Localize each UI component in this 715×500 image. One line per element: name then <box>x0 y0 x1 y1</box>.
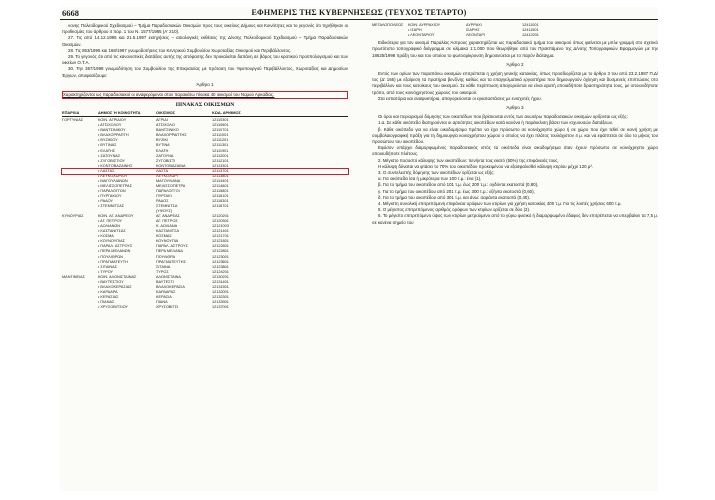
cell-municipality: • ΑΓ. ΠΕΤΡΟΥ <box>98 219 122 224</box>
cell-municipality: • ΡΑΔΟΥ <box>98 198 113 203</box>
paragraph: β. Για το τμήμα του οικοπέδου από 101 τ.μ. έως 200 τ.μ.: ογδόντα εκατοστά (0,80), <box>378 182 539 188</box>
cell-municipality: • ΣΙΤΑΙΝΑΣ <box>98 264 118 269</box>
preamble <box>62 23 348 79</box>
cell-municipality: • ΣΤΕΜΝΙΤΣΑΣ <box>98 204 125 209</box>
cell-settlement: ΚΑΣΤΑΝΙΤΣΑ <box>156 229 179 234</box>
cell-settlement: ΒΑΝΤΣΙΝΙΚΟ <box>156 128 179 133</box>
cell-code: 12412201 <box>522 33 539 38</box>
article-3-text <box>372 114 658 226</box>
paragraph: Οι όροι και περιορισμοί δόμησης των οικοπέδων που βρίσκονται εντός των ανωτέρω παραδοσιακών οικισμών ορίζονται ως εξής: <box>378 114 628 120</box>
cell-settlement: ΖΥΓΟΒΙΣΤΙ <box>156 158 176 163</box>
article-3-heading: Άρθρο 3 <box>506 104 524 110</box>
paragraph: 30. Την 367/1998 γνωμοδότηση του Συμβουλίου της Επικρατείας με πρόταση του Υφυπουργού Περιβάλλοντος, Χωροταξίας και Δημοσίων Έργων, αποφασίζουμε: <box>62 66 348 78</box>
cell-municipality: • ΠΡΑΓΜΑΤΕΥΤΗ <box>98 259 128 264</box>
cell-province: ΜΕΓΑΛΟΠΟΛΕΩΣ <box>372 23 404 27</box>
paragraph: δ. Για το τμήμα του οικοπέδου από 301 τ.μ. και άνω: σαράντα εκατοστά (0,40). <box>378 194 531 200</box>
cell-municipality: • ΒΑΥΤΕΣΤΙΟΥ <box>98 279 124 284</box>
cell-settlement: ΑΓ. ΑΝΔΡΕΑΣ <box>156 214 180 219</box>
cell-settlement: ΚΟΥΝΟΥΠΙΑ <box>156 239 179 244</box>
cell-municipality: • ΠΥΡΓΑΚΙΟΥ <box>98 193 122 198</box>
article-2-heading: Άρθρο 2 <box>506 61 524 67</box>
cell-municipality: ΚΟΙΝ. ΑΓ. ΑΝΔΡΕΟΥ <box>98 214 134 219</box>
paragraph: Εφόσον υπάρχει διαμορφωμένος παραδοσιακός ιστός τα οικόπεδα είναι οικοδομήσιμα όταν έχουν πρόσωπο σε κοινόχρηστο χώρο οποιουδήποτε πλάτους. <box>372 145 658 157</box>
cell-code: 12110701 <box>212 128 229 133</box>
settlements-table-continued <box>372 23 658 38</box>
cell-municipality: • ΛΑΣΤΑΣ <box>98 168 115 173</box>
cell-code: 12130201 <box>212 274 229 279</box>
cell-code: 12123801 <box>212 264 229 269</box>
cell-settlement: ΚΟΝΤΟΒΑΖΑΙΝΑ <box>156 163 186 168</box>
paragraph: γ. Για το τμήμα του οικοπέδου από 201 τ.μ. έως 300 τ.μ.: εξήντα εκατοστά (0,60), <box>378 188 535 194</box>
col-header-province: ΕΠΑΡΧΙΑ <box>62 110 80 116</box>
cell-settlement: ΑΓΡΙΔΙ <box>156 118 168 123</box>
cell-code: 12132301 <box>212 294 229 299</box>
cell-code: 12137001 <box>212 304 229 309</box>
cell-municipality: • ΒΛΑΧΟΡΡΑΠΤΗ <box>98 133 129 138</box>
cell-code: 12115801 <box>212 188 229 193</box>
paragraph: 4. Μέγιστη συνολική επιτρεπόμενη επιφάνεια ορόφων των κτιρίων για χρήση κατοικίας 400 τ.μ. Για τις λοιπές χρήσεις 600 τ.μ. <box>378 201 622 207</box>
cell-code: 12116101 <box>212 193 229 198</box>
cell-municipality: • ΑΤΣΙΧΟΛΟΥ <box>98 123 122 128</box>
cell-code: 12131501 <box>212 284 229 289</box>
article-1-heading: Άρθρο 1 <box>196 81 214 87</box>
cell-settlement: ΣΤΕΜΝΙΤΣΑ <box>156 204 178 209</box>
cell-municipality: • ΔΟΛΙΑΝΩΝ <box>98 224 120 229</box>
paragraph: β. Κάθε οικόπεδο για να είναι οικοδομήσιμο πρέπει να έχει πρόσωπο σε κοινόχρηστο χώρο ή σε χώρο που έχει τεθεί σε κοινή χρήση με συμβολαιογραφική πράξη για τη δημιουργία κοινοχρήστου χώρου ο οποίος να έχει πλάτος τουλάχιστον 4 μ. και να εφάπτεται σε όλο το μήκος του προσώπου του οικοπέδου. <box>372 126 658 144</box>
cell-settlement: ΔΥΡΡΑΧΙ <box>466 23 482 27</box>
cell-code: 12112101 <box>212 158 229 163</box>
paragraph: 3. Ο συντελεστής δόμησης των οικοπέδων ορίζεται ως εξής: <box>378 170 495 175</box>
cell-code: 12112001 <box>212 153 229 158</box>
cell-code: 12113301 <box>212 163 229 168</box>
gazette-title: ΕΦΗΜΕΡΙΣ ΤΗΣ ΚΥΒΕΡΝΗΣΕΩΣ (ΤΕΥΧΟΣ ΤΕΤΑΡΤΟ) <box>251 8 467 17</box>
cell-municipality: • ΚΟΥΝΟΥΠΙΑΣ <box>98 239 125 244</box>
cell-code: 12123601 <box>212 259 229 264</box>
cell-settlement: ΠΕΡΑ ΜΕΛΑΝΑ <box>156 249 183 254</box>
cell-settlement: ΠΑΡΑΛ. ΑΣΤΡΟΥΣ <box>156 244 188 249</box>
cell-code: 12120201 <box>212 214 229 219</box>
cell-code: 12114401 <box>212 178 229 183</box>
cell-settlement: ΛΑΣΤΑ <box>156 168 168 173</box>
cell-settlement: ΠΑΡΑΛΟΓΓΟΙ <box>156 188 180 193</box>
cell-settlement: ΒΛΑΧΟΡΡΑΠΤΗΣ <box>156 133 187 138</box>
cell-code: 12131401 <box>212 279 229 284</box>
paragraph: Στα εστιατόρια και αναψυκτήρια, απαγορεύονται οι εγκαταστάσεις με ενισχυτές ήχου. <box>378 95 542 101</box>
cell-settlement: Κ. ΔΟΛΙΑΝΑ <box>156 224 178 229</box>
cell-code: 12122801 <box>212 249 229 254</box>
cell-code: 12411501 <box>522 28 539 33</box>
cell-settlement: ΠΡΑΓΜΑΤΕΥΤΗΣ <box>156 259 186 264</box>
cell-settlement: ΙΣΑΡΗΣ <box>466 28 480 33</box>
cell-municipality: ΚΟΙΝ. ΑΓΡΙΔΙΟΥ <box>98 118 127 123</box>
cell-settlement: ΑΤΣΙΧΟΛΟ <box>156 123 175 128</box>
cell-code: 12121401 <box>212 229 229 234</box>
cell-code: 12110601 <box>212 123 229 128</box>
cell-municipality: • ΒΑΝΤΣΙΝΙΚΟΥ <box>98 128 126 133</box>
paragraph: Η κάλυψη δύναται να φτάσει το 70% του οικοπέδου προκειμένου να εξασφαλισθεί κάλυψη κτιρίου μέχρι 120 μ². <box>378 163 594 169</box>
cell-code: 12110301 <box>212 118 229 123</box>
cell-code: 12121003 <box>212 224 229 229</box>
cell-code: 12411001 <box>522 23 539 27</box>
cell-code: 12113801 <box>212 173 229 178</box>
cell-code: 12120301 <box>212 219 229 224</box>
cell-code: 12124201 <box>212 269 229 274</box>
cell-municipality: • ΠΑΡΑΛΟΓΓΩΝ <box>98 188 126 193</box>
cell-settlement: ΜΑΓΟΥΛΙΑΝΑ <box>156 178 181 183</box>
paragraph: 5. Ο μέγιστος επιτρεπόμενος αριθμός ορόφων των κτιρίων ορίζεται σε δύο (2). <box>378 207 531 213</box>
cell-settlement: ΠΟΥΛΙΘΡΑ <box>156 254 176 259</box>
paragraph: 2. Μέγιστο ποσοστό κάλυψης των οικοπέδων: πενήντα τοις εκατό (50%) της επιφάνειάς τους. <box>378 157 559 163</box>
cell-province: ΜΑΝΤΙΝΕΙΑΣ <box>62 274 86 279</box>
cell-municipality: • ΤΥΡΟΥ <box>98 269 114 274</box>
cell-settlement: ΛΕΥΚΟΧΩΡΙ <box>156 173 178 178</box>
cell-code: 12133901 <box>212 299 229 304</box>
right-column <box>372 23 658 226</box>
cell-code: 12114601 <box>212 183 229 188</box>
settlements-table <box>62 118 348 310</box>
cell-settlement: ΑΓ. ΠΕΤΡΟΣ <box>156 219 178 224</box>
cell-settlement: (ΥΨΟΥΣ) <box>156 209 172 214</box>
cell-code: 12111901 <box>212 148 229 153</box>
table-title: ΠΙΝΑΚΑΣ ΟΙΚΙΣΜΩΝ <box>175 102 235 109</box>
cell-province: ΓΟΡΤΥΝΙΑΣ <box>62 118 84 123</box>
paragraph: Ειδικότερα για τον οικισμό Παραλίας Άστρους χαρακτηρίζεται ως παραδοσιακό τμήμα του οικισμού όπως φαίνεται με μπλε γραμμή στο σχετικό πρωτότυπο τοπογραφικό διάγραμμα σε κλίμακα 1:1.000 που θεωρήθηκε από τον Προϊστάμενο της Δ/νσης Τοπογραφικών Εφαρμογών με την 18625/1998 πράξη του και του οποίου το φωτοσμίκρυνση δημοσιεύεται με το παρόν διάταγμα. <box>372 40 658 58</box>
cell-municipality: • ΠΟΥΛΙΘΡΩΝ <box>98 254 123 259</box>
cell-settlement: ΒΥΖΙΚΙ <box>156 138 169 143</box>
cell-province <box>62 305 98 310</box>
paragraph: 27. Τις από 14.12.1995 και 21.5.1997 εισηγήσεις – αιτιολογικές εκθέσεις της Δ/νσης Πολεοδομικού Σχεδιασμού – Τμήμα Παραδοσιακών Οικισμών. <box>62 35 348 47</box>
cell-municipality: • ΖΥΓΟΒΙΣΤΙΟΥ <box>98 158 125 163</box>
cell-province <box>372 33 408 38</box>
cell-settlement: ΡΑΔΟΣ <box>156 198 169 203</box>
cell-code: 12111201 <box>212 138 229 143</box>
cell-municipality: • ΚΑΣΤΑΝΙΤΣΑΣ <box>98 229 126 234</box>
table-header <box>62 110 348 117</box>
paragraph: νονης Πολεοδομικού Σχεδιασμού – Τμήμα Παραδοσιακών Οικισμών προς τους οικείους Δήμους και Κοινότητες και το γεγονός ότι τηρήθηκαν οι προθεσμίες του άρθρου 4 παρ. 1 του Ν. 1577/1985 (Α' 210). <box>62 23 348 35</box>
cell-settlement: ΒΑΥΤΕΣΤΙ <box>156 279 174 284</box>
cell-municipality: • ΕΛΑΤΗΣ <box>98 148 116 153</box>
cell-code: 12111301 <box>212 143 229 148</box>
cell-settlement: ΕΛΑΤΗ <box>156 148 169 153</box>
cell-code: 12116701 <box>212 204 229 209</box>
cell-municipality: • ΠΙΑΝΑΣ <box>98 299 115 304</box>
cell-municipality: • ΛΕΟΝΤΑΡΙΟΥ <box>408 33 435 38</box>
cell-settlement: ΖΑΤΟΥΝΑ <box>156 153 174 158</box>
col-header-settlement: ΟΙΚΙΣΜΟΣ <box>156 110 175 116</box>
cell-municipality: • ΖΑΤΟΥΝΑΣ <box>98 153 121 158</box>
paralia-astrous-paragraph <box>372 40 658 59</box>
article-2-text <box>372 71 658 102</box>
cell-settlement: ΤΥΡΟΣ <box>156 269 169 274</box>
cell-code: 12121701 <box>212 234 229 239</box>
col-header-code: ΚΩΔ. ΑΡΙΘΜΟΣ <box>212 110 241 116</box>
cell-code: 12122601 <box>212 244 229 249</box>
cell-municipality: • ΜΕΛΙΣΣΟΠΕΤΡΑΣ <box>98 183 133 188</box>
cell-settlement: ΒΥΤΙΝΑ <box>156 143 170 148</box>
cell-settlement: ΧΡΥΣΟΒΙΤΣΙ <box>156 304 179 309</box>
cell-code: 12121801 <box>212 239 229 244</box>
cell-settlement: ΒΛΑΧΟΚΕΡΑΣΙΑ <box>156 284 185 289</box>
cell-municipality: • ΒΥΤΙΝΑΣ <box>98 143 117 148</box>
cell-municipality: • ΒΛΑΧΟΚΕΡΑΣΙΑΣ <box>98 284 132 289</box>
cell-settlement: ΑΛΩΝΙΣΤΑΙΝΑ <box>156 274 181 279</box>
table-row <box>62 305 348 310</box>
cell-code: 12111001 <box>212 133 229 138</box>
col-header-municipality: ΔΗΜΟΣ Ή ΚΟΙΝΟΤΗΤΑ <box>98 110 141 116</box>
paragraph: Εντός των ορίων των παραπάνω οικισμών επιτρέπεται η χρήση γενικής κατοικίας, όπως προσδιορίζεται με το άρθρο 3 του από 23.2.1987 Π.Δ/τος (Δ' 166) με εξαίρεση τα πρατήρια βενζίνης καθώς και τα επαγγελματικά εργαστήρια που δημιουργούν όχληση και δυσμενείς επιπτώσεις στο περιβάλλον και τους κατοίκους του οικισμού. Σε κάθε περίπτωση απαγορεύεται να είναι αρατή οποιαδήποτε δραστηριότητα τους, με οποιονδήποτε τρόπο, από τους κοινόχρηστους χώρους του οικισμού. <box>372 70 658 95</box>
cell-settlement: ΚΟΣΜΑΣ <box>156 234 172 239</box>
cell-municipality: • ΒΥΖΙΚΙΟΥ <box>98 138 118 143</box>
cell-code: 12123001 <box>212 254 229 259</box>
cell-municipality: • ΙΣΑΡΗ <box>408 28 422 33</box>
cell-settlement: ΚΑΡΔΑΡΑΣ <box>156 289 176 294</box>
cell-municipality: • ΧΡΥΣΟΒΙΤΣΙΟΥ <box>98 304 128 309</box>
paragraph: α. Για οικόπεδα ίσα ή μικρότερα των 100 τ.μ.: ένα (1), <box>378 176 482 182</box>
cell-code: 12113701 <box>212 168 229 173</box>
page-number: 6668 <box>62 8 79 18</box>
gazette-page <box>60 7 658 491</box>
cell-code: 12132001 <box>212 289 229 294</box>
page-header <box>60 7 658 20</box>
article-1-text: Χαρακτηρίζονται ως παραδοσιακοί οι αναφερόμενοι στον παρακάτω πίνακα 40 οικισμοί του Νομού Αρκαδίας. <box>62 91 348 99</box>
cell-municipality: • ΚΕΡΑΣΙΑΣ <box>98 294 119 299</box>
cell-settlement: ΠΙΑΝΑ <box>156 299 168 304</box>
cell-municipality: • ΠΕΡΑ ΜΕΛΑΝΩΝ <box>98 249 131 254</box>
cell-municipality: ΚΟΙΝ. ΔΥΡΡΑΧΙΟΥ <box>408 23 441 27</box>
cell-municipality: • ΠΑΡΑΛ. ΑΣΤΡΟΥΣ <box>98 244 133 249</box>
cell-settlement: ΣΙΤΑΙΝΑ <box>156 264 171 269</box>
cell-code: 12116301 <box>212 198 229 203</box>
paragraph: 28. Τις 853/1995 και 168/1997 γνωμοδοτήσεις του Κεντρικού Συμβουλίου Χωροταξίας Οικισμού και Περιβάλλοντος. <box>68 47 292 53</box>
cell-municipality: • ΛΕΥΚΟΧΩΡΙΟΥ <box>98 173 128 178</box>
cell-municipality: ΚΟΙΝ. ΑΛΩΝΙΣΤΑΙΝΑΣ <box>98 274 137 279</box>
cell-settlement: ΚΕΡΑΣΙΑ <box>156 294 172 299</box>
cell-municipality: • ΚΟΣΜΑ <box>98 234 114 239</box>
paragraph: 6. Το μέγιστο επιτρεπόμενο ύψος των κτιρίων μετρούμενο από το γύρω φυσικό ή διαμορφωμένο έδαφος δεν επιτρέπεται να υπερβαίνει τα 7,5 μ. σε κανένα σημείο του <box>372 213 658 225</box>
cell-municipality: • ΜΑΓΟΥΛΙΑΝΩΝ <box>98 178 128 183</box>
cell-municipality: • ΚΑΡΔΑΡΑ <box>98 289 118 294</box>
left-column <box>62 23 348 310</box>
cell-settlement: ΠΥΡΓΑΚΙ <box>156 193 172 198</box>
cell-municipality: • ΚΟΝΤΟΒΑΖΑΙΝΗΣ <box>98 163 133 168</box>
paragraph: 29. Το γεγονός ότι από τις κανονιστικές διατάξεις αυτής της απόφασης δεν προκαλείται δαπάνη σε βάρος του κρατικού προϋπολογισμού και των οικείων Ο.Τ.Α. <box>62 54 348 66</box>
cell-province: ΚΥΝΟΥΡΙΑΣ <box>62 214 84 219</box>
cell-settlement: ΛΕΟΝΤΑΡΙ <box>466 33 485 38</box>
paragraph: 1.α. Σε κάθε οικόπεδο διατηρούνται οι αρτιότητες οικοπέδων κατά κανόνα ή παρέκκλιση βάσει των ισχυουσών διατάξεων. <box>378 120 614 126</box>
cell-settlement: ΜΕΛΙΣΣΟΠΕΤΡΑ <box>156 183 186 188</box>
